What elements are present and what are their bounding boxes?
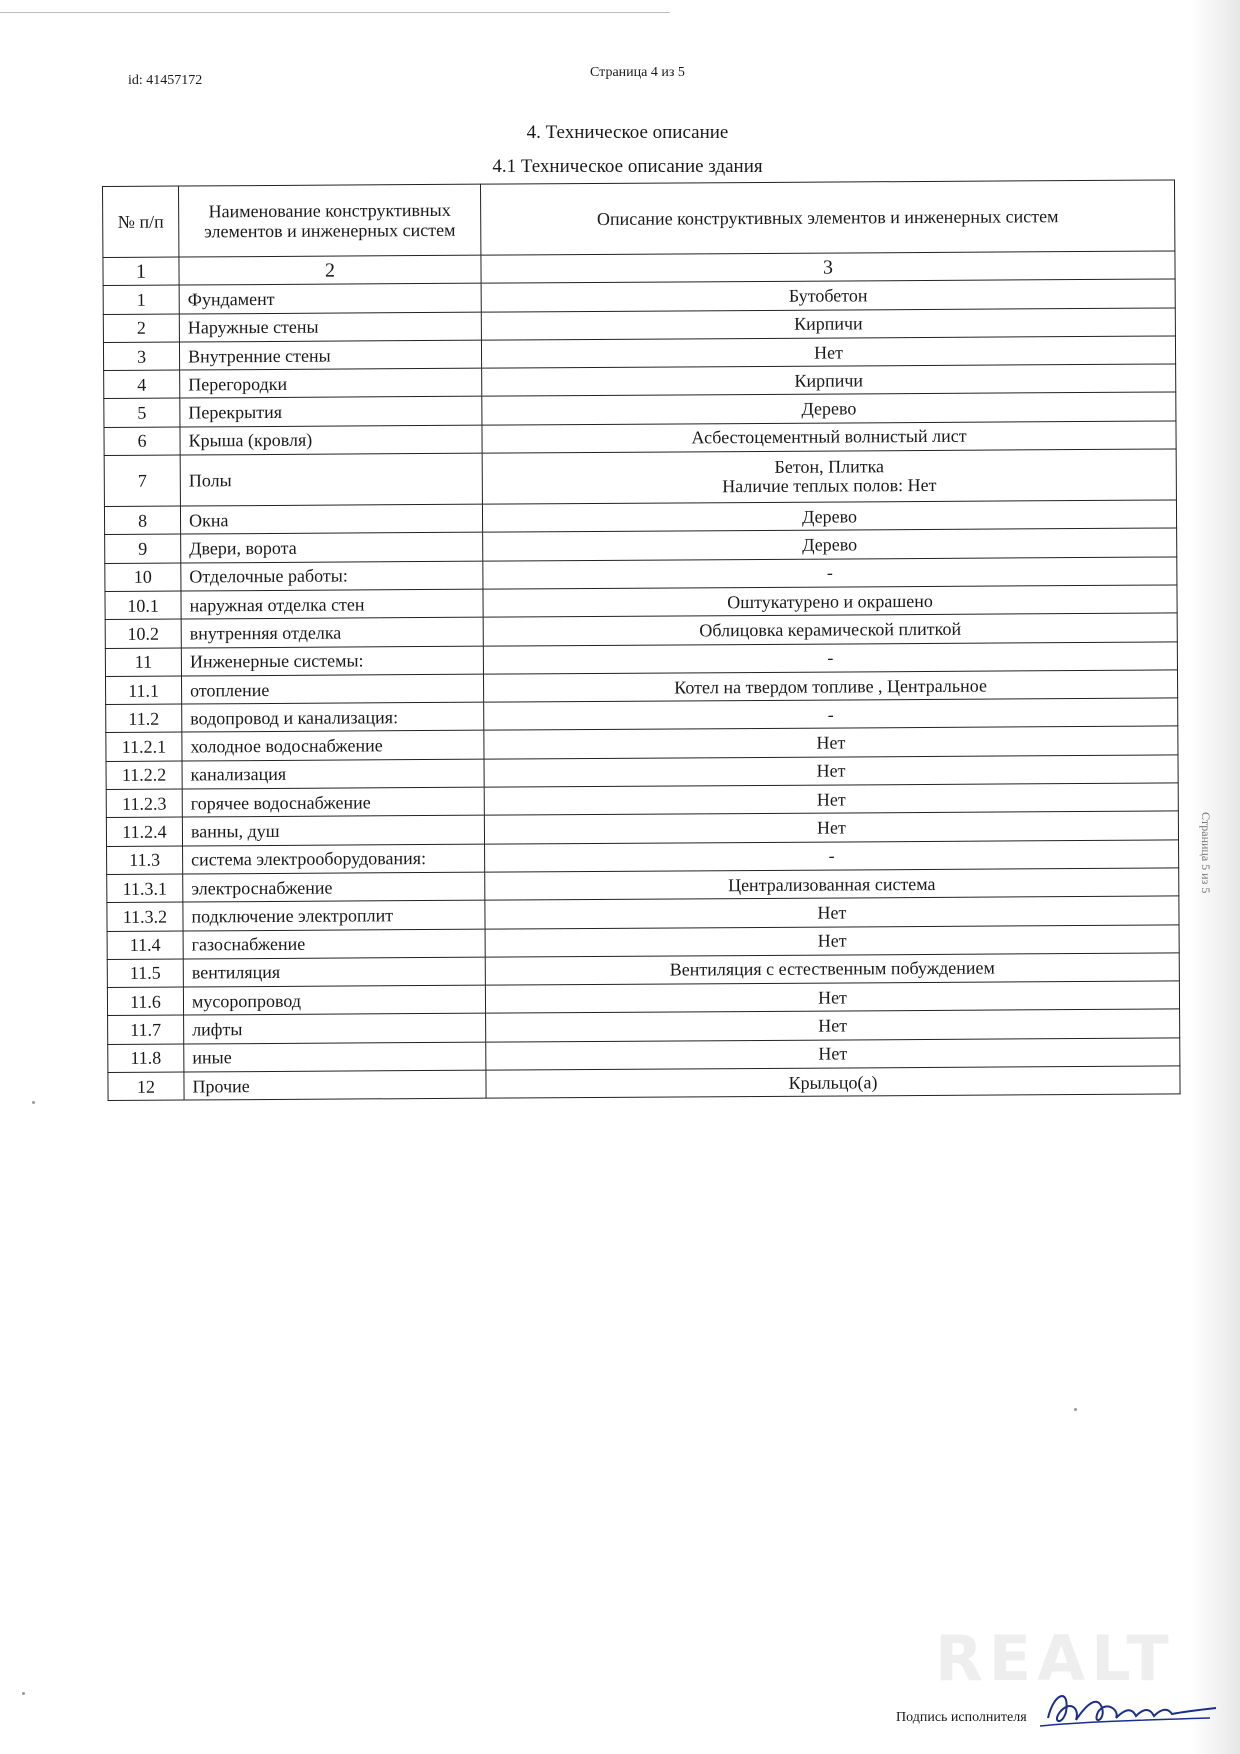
row-element-name: внутренняя отделка: [181, 617, 483, 647]
row-element-description: -: [483, 642, 1177, 675]
row-element-description: Асбестоцементный волнистый лист: [482, 421, 1176, 454]
header-element-description: Описание конструктивных элементов и инженерных систем: [480, 180, 1174, 255]
row-number: 10: [105, 563, 181, 592]
row-element-description: Дерево: [482, 392, 1176, 425]
row-element-description: Нет: [485, 924, 1179, 957]
row-element-description: Централизованная система: [485, 868, 1179, 901]
column-index: 1: [103, 257, 179, 286]
section-title: 4. Техническое описание: [526, 122, 729, 143]
row-number: 11.8: [108, 1044, 184, 1073]
technical-description-table-wrap: [102, 179, 1180, 1101]
row-element-name: канализация: [182, 759, 484, 789]
row-element-name: Полы: [180, 453, 482, 506]
row-element-description: Вентиляция с естественным побуждением: [485, 953, 1179, 986]
subsection-title: 4.1 Техническое описание здания: [492, 156, 763, 177]
row-element-description: Оштукатурено и окрашено: [483, 585, 1177, 618]
side-page-stamp: Страница 5 из 5: [1199, 812, 1213, 894]
row-element-description: Нет: [481, 336, 1175, 369]
row-number: 11.3.2: [107, 902, 183, 931]
header-number: № п/п: [103, 186, 179, 257]
row-element-name: водопровод и канализация:: [182, 702, 484, 732]
row-element-description: Нет: [486, 1038, 1180, 1071]
row-number: 7: [104, 455, 180, 506]
row-element-description: Нет: [484, 755, 1178, 788]
row-number: 6: [104, 427, 180, 456]
column-index: 3: [481, 251, 1175, 284]
row-element-name: система электрооборудования:: [183, 844, 485, 874]
row-element-name: лифты: [184, 1014, 486, 1044]
header-element-name: Наименование конструктивных элементов и инженерных систем: [179, 184, 481, 257]
row-number: 11: [105, 648, 181, 677]
row-number: 3: [103, 342, 179, 371]
row-number: 5: [104, 399, 180, 428]
row-element-name: горячее водоснабжение: [182, 787, 484, 817]
row-number: 11.3: [107, 846, 183, 875]
row-number: 11.7: [108, 1015, 184, 1044]
row-element-name: подключение электроплит: [183, 900, 485, 930]
row-element-name: отопление: [181, 674, 483, 704]
row-element-name: мусоропровод: [183, 985, 485, 1015]
row-element-description: Дерево: [483, 528, 1177, 561]
row-element-description: Нет: [484, 811, 1178, 844]
description-line: Бетон, Плитка: [774, 456, 885, 477]
row-element-description: Нет: [485, 896, 1179, 929]
row-element-name: Перекрытия: [180, 397, 482, 427]
table-header-row: [103, 180, 1175, 258]
row-number: 11.6: [107, 987, 183, 1016]
row-number: 11.2.4: [106, 817, 182, 846]
document-id: id: 41457172: [128, 73, 203, 88]
scan-speck: [22, 1692, 25, 1695]
row-number: 12: [108, 1072, 184, 1101]
row-number: 11.2.1: [106, 732, 182, 761]
row-number: 10.2: [105, 619, 181, 648]
row-number: 4: [104, 370, 180, 399]
row-number: 11.2.3: [106, 789, 182, 818]
row-element-name: Наружные стены: [179, 312, 481, 342]
row-element-name: Перегородки: [180, 368, 482, 398]
row-element-name: Фундамент: [179, 283, 481, 313]
row-element-name: наружная отделка стен: [181, 589, 483, 619]
row-element-description: Нет: [484, 783, 1178, 816]
table-row: [104, 449, 1176, 507]
technical-description-table: [102, 179, 1181, 1101]
row-number: 11.5: [107, 959, 183, 988]
row-element-description: -: [484, 698, 1178, 731]
row-number: 9: [105, 534, 181, 563]
row-number: 10.1: [105, 591, 181, 620]
row-element-name: Прочие: [184, 1070, 486, 1100]
row-number: 11.1: [105, 676, 181, 705]
description-line: Наличие теплых полов: Нет: [722, 474, 937, 497]
row-element-name: Отделочные работы:: [181, 561, 483, 591]
row-element-name: Окна: [180, 504, 482, 534]
row-element-name: вентиляция: [183, 957, 485, 987]
row-element-name: Инженерные системы:: [181, 646, 483, 676]
row-element-description: Кирпичи: [482, 364, 1176, 397]
scan-speck: [32, 1101, 35, 1104]
row-element-description: Крыльцо(а): [486, 1066, 1180, 1099]
scan-edge-line: [0, 12, 670, 13]
signature-mark: [1040, 1682, 1220, 1732]
row-element-description: Кирпичи: [481, 308, 1175, 341]
row-element-name: Крыша (кровля): [180, 425, 482, 455]
column-index: 2: [179, 255, 481, 285]
signature-label: Подпись исполнителя: [896, 1710, 1027, 1725]
row-element-description: -: [485, 840, 1179, 873]
row-number: 11.2: [106, 704, 182, 733]
row-element-description: Нет: [486, 1009, 1180, 1042]
table-row: [108, 1066, 1180, 1101]
row-element-description: -: [483, 557, 1177, 590]
row-element-name: иные: [184, 1042, 486, 1072]
row-number: 11.2.2: [106, 761, 182, 790]
row-element-name: электроснабжение: [183, 872, 485, 902]
row-element-description: Котел на твердом топливе , Центральное: [483, 670, 1177, 703]
row-element-description: [482, 449, 1176, 504]
row-number: 11.3.1: [107, 874, 183, 903]
row-element-description: Облицовка керамической плиткой: [483, 613, 1177, 646]
row-element-name: Двери, ворота: [181, 533, 483, 563]
table-body: [103, 251, 1180, 1101]
row-number: 8: [104, 506, 180, 535]
page-number: Страница 4 из 5: [590, 65, 685, 80]
row-number: 11.4: [107, 931, 183, 960]
row-element-description: Бутобетон: [481, 279, 1175, 312]
row-element-name: газоснабжение: [183, 929, 485, 959]
row-element-name: Внутренние стены: [179, 340, 481, 370]
scan-speck: [1074, 1408, 1077, 1411]
row-element-description: Дерево: [482, 500, 1176, 533]
row-element-name: холодное водоснабжение: [182, 731, 484, 761]
row-number: 1: [103, 285, 179, 314]
row-element-description: Нет: [484, 726, 1178, 759]
row-element-description: Нет: [485, 981, 1179, 1014]
watermark: REALT: [935, 1622, 1175, 1695]
row-number: 2: [103, 314, 179, 343]
row-element-name: ванны, душ: [182, 816, 484, 846]
